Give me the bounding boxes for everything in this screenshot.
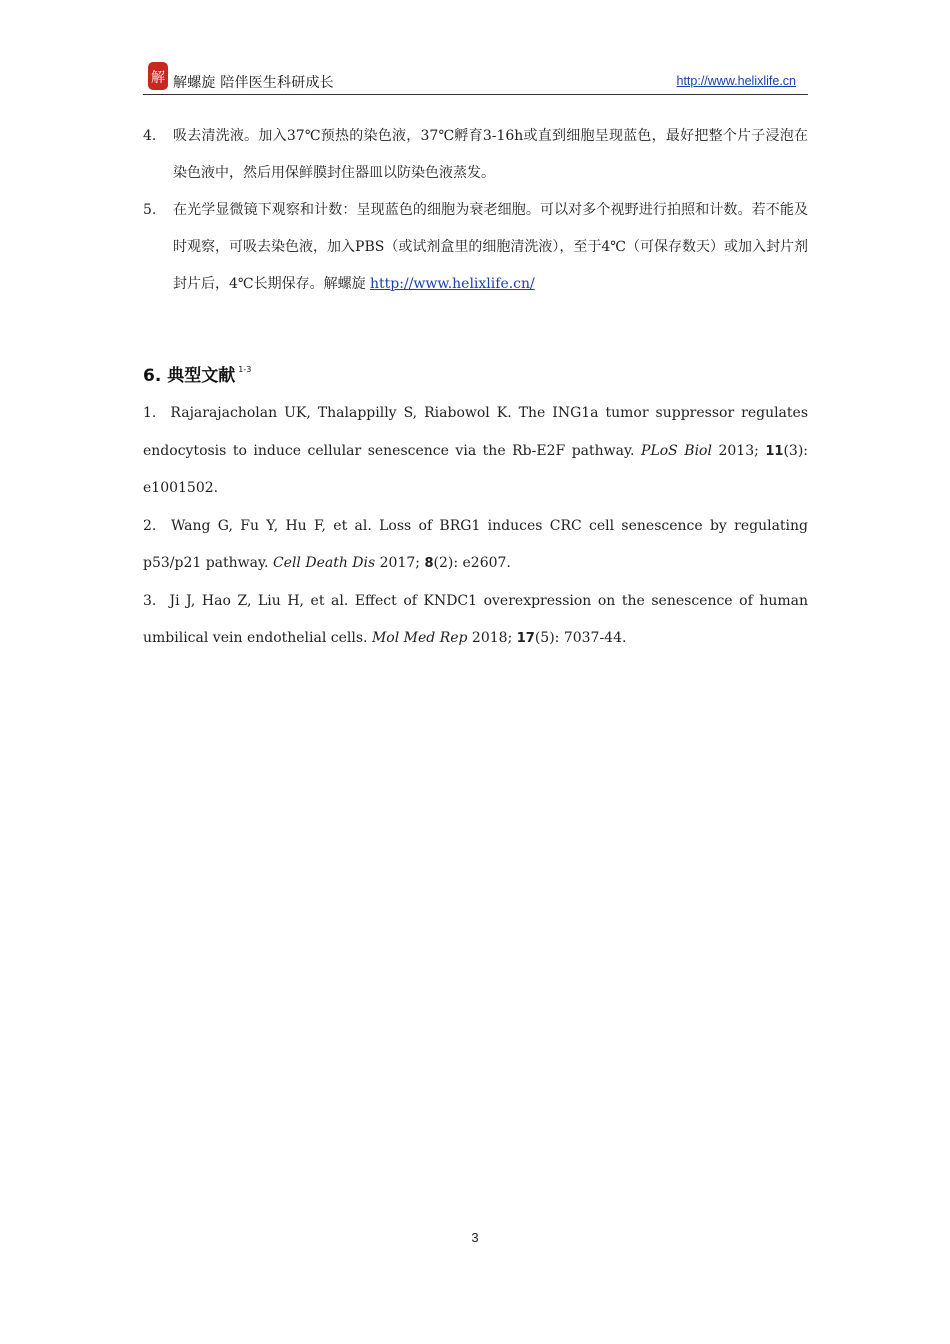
reference-pages: (5): 7037-44.	[534, 630, 627, 646]
reference-citation: Ji J, Hao Z, Liu H, et al. Effect of KNDC1 overexpression on the senescence of human umbilical vein endothelial cells.	[143, 592, 808, 646]
step-number: 5.	[143, 202, 157, 218]
reference-volume: 11	[765, 443, 784, 459]
reference-item	[143, 395, 808, 508]
main-content	[143, 118, 808, 658]
page-header	[143, 58, 808, 95]
step-text: 吸去清洗液。加入37℃预热的染色液，37℃孵育3-16h或直到细胞呈现蓝色，最好把整个片子浸泡在染色液中，然后用保鲜膜封住器皿以防染色液蒸发。	[173, 128, 808, 181]
reference-year: 2017;	[375, 555, 425, 571]
reference-list	[143, 395, 808, 658]
logo-character: 解	[151, 70, 165, 86]
reference-journal: Mol Med Rep	[371, 630, 468, 646]
reference-item	[143, 508, 808, 583]
reference-number: 2.	[143, 517, 157, 534]
helixlife-logo	[147, 60, 169, 92]
step-number: 4.	[143, 128, 157, 144]
reference-volume: 17	[516, 631, 535, 646]
site-url-link[interactable]: http://www.helixlife.cn	[676, 74, 796, 88]
helixlife-link[interactable]: http://www.helixlife.cn/	[370, 276, 535, 292]
reference-number: 1.	[143, 405, 157, 421]
step-body: 在光学显微镜下观察和计数：呈现蓝色的细胞为衰老细胞。可以对多个视野进行拍照和计数。若不能及时观察，可吸去染色液，加入PBS（或试剂盒里的细胞清洗液），至于4℃（可保存数天）或加入封片剂封片后，4℃长期保存。解螺旋	[173, 202, 808, 292]
reference-citation: Rajarajacholan UK, Thalappilly S, Riabowol K. The ING1a tumor suppressor regulates endocytosis to induce cellular senescence via the Rb-E2F pathway.	[143, 405, 809, 459]
reference-year: 2013;	[711, 442, 766, 459]
page-number: 3	[471, 1230, 479, 1245]
reference-pages: (3): e1001502.	[143, 442, 809, 496]
section-title-text: 6. 典型文献	[143, 366, 236, 386]
section-title	[143, 355, 808, 385]
protocol-step	[143, 192, 808, 303]
brand-slogan: 解螺旋 陪伴医生科研成长	[173, 75, 334, 91]
reference-pages: (2): e2607.	[433, 555, 511, 571]
reference-citation: Wang G, Fu Y, Hu F, et al. Loss of BRG1 induces CRC cell senescence by regulating p53/p21 pathway.	[143, 517, 808, 571]
step-text	[173, 192, 808, 303]
protocol-step	[143, 118, 808, 192]
reference-year: 2018;	[467, 630, 517, 646]
citation-superscript: 1-3	[238, 365, 252, 374]
reference-number: 3.	[143, 592, 157, 609]
reference-journal: Cell Death Dis	[272, 555, 376, 571]
reference-journal: PLoS Biol	[641, 442, 712, 459]
reference-item	[143, 583, 808, 658]
reference-volume: 8	[424, 556, 434, 571]
